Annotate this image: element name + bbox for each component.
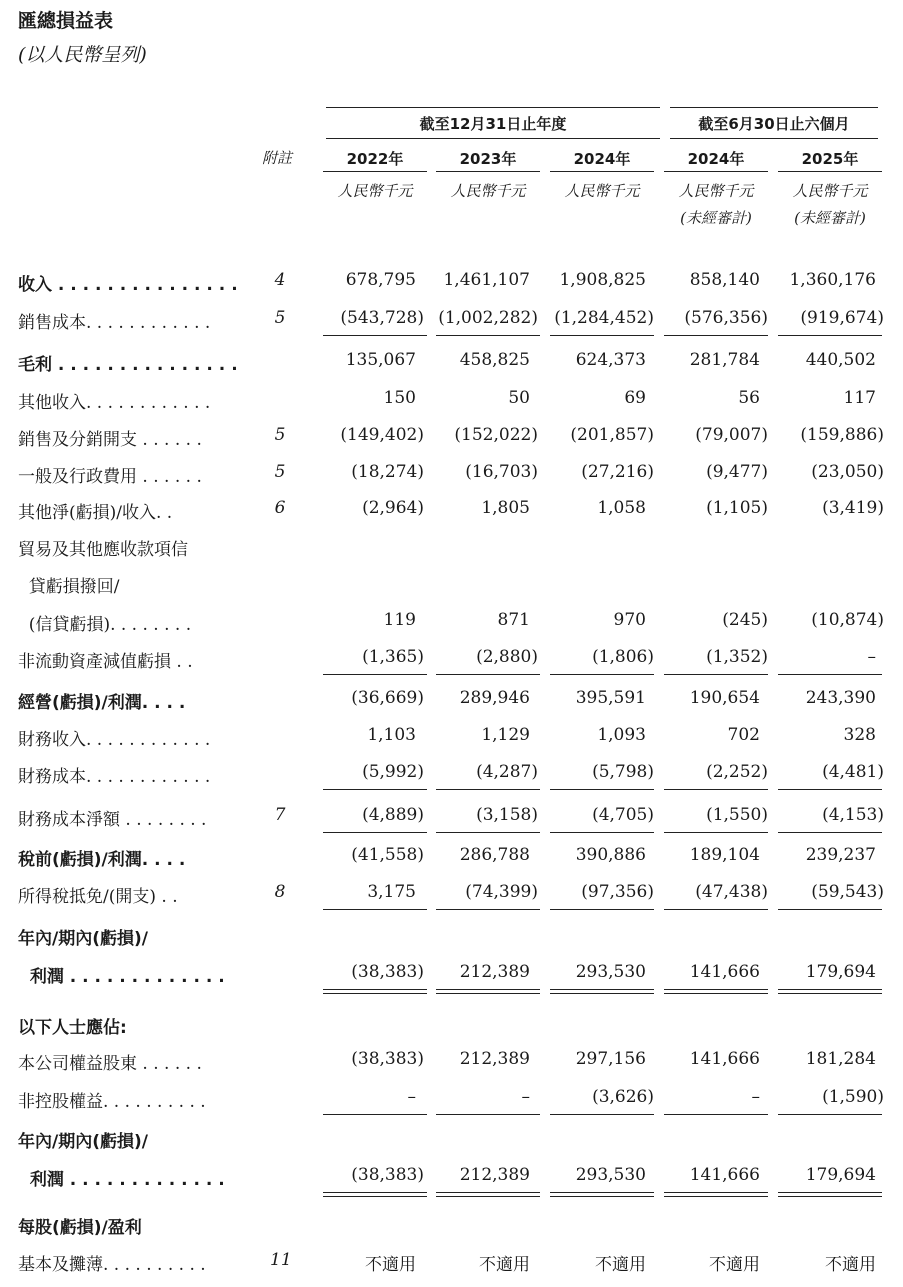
row-label: 年內/期內(虧損)/ xyxy=(18,1132,148,1152)
row-value-col-4: 179,694 xyxy=(805,962,876,982)
row-value-col-2: (97,356) xyxy=(581,882,654,902)
row-value-col-1: – xyxy=(521,1087,530,1107)
row-label: 非控股權益. . . . . . . . . . xyxy=(18,1092,206,1112)
row-value-col-4: 179,694 xyxy=(805,1165,876,1185)
row-value-col-1: 不適用 xyxy=(479,1255,530,1275)
row-value-col-1: 212,389 xyxy=(459,1049,530,1069)
total-double-rule xyxy=(323,989,427,994)
row-label: 稅前(虧損)/利潤. . . . xyxy=(18,850,186,870)
column-unit-2: 人民幣千元 xyxy=(564,182,640,200)
total-double-rule xyxy=(664,1192,768,1197)
row-value-col-1: 50 xyxy=(508,388,530,408)
statement-row xyxy=(0,688,903,718)
row-value-col-0: (543,728) xyxy=(340,308,424,328)
row-note: 6 xyxy=(274,498,286,518)
statement-subtitle: (以人民幣呈列) xyxy=(18,44,147,66)
subtotal-rule xyxy=(323,832,427,833)
row-value-col-0: 678,795 xyxy=(345,270,416,290)
column-year-0: 2022年 xyxy=(346,150,404,168)
row-value-col-2: (201,857) xyxy=(570,425,654,445)
row-label: 其他收入. . . . . . . . . . . . xyxy=(18,393,211,413)
subtotal-rule xyxy=(778,335,882,336)
row-value-col-2: 390,886 xyxy=(575,845,646,865)
column-year-rule xyxy=(436,171,540,172)
column-year-rule xyxy=(550,171,654,172)
row-value-col-3: (79,007) xyxy=(695,425,768,445)
total-double-rule xyxy=(664,989,768,994)
row-value-col-4: 不適用 xyxy=(825,1255,876,1275)
column-year-4: 2025年 xyxy=(801,150,859,168)
statement-row xyxy=(0,882,903,912)
subtotal-rule xyxy=(778,789,882,790)
statement-row xyxy=(0,1049,903,1079)
total-double-rule xyxy=(778,1192,882,1197)
statement-row xyxy=(0,762,903,792)
statement-row xyxy=(0,572,903,602)
column-year-1: 2023年 xyxy=(459,150,517,168)
row-value-col-3: (1,105) xyxy=(706,498,768,518)
statement-row xyxy=(0,1127,903,1157)
row-value-col-3: 281,784 xyxy=(689,350,760,370)
subtotal-rule xyxy=(550,832,654,833)
row-value-col-0: 3,175 xyxy=(367,882,416,902)
row-value-col-3: 702 xyxy=(727,725,760,745)
row-value-col-0: (149,402) xyxy=(340,425,424,445)
row-value-col-3: (1,352) xyxy=(706,647,768,667)
row-value-col-2: (1,284,452) xyxy=(554,308,654,328)
row-value-col-0: 不適用 xyxy=(365,1255,416,1275)
row-value-col-4: (59,543) xyxy=(811,882,884,902)
row-value-col-3: 141,666 xyxy=(689,962,760,982)
subtotal-rule xyxy=(436,909,540,910)
column-year-rule xyxy=(323,171,427,172)
subtotal-rule xyxy=(550,335,654,336)
row-value-col-4: 239,237 xyxy=(805,845,876,865)
statement-row xyxy=(0,535,903,565)
row-value-col-3: (576,356) xyxy=(684,308,768,328)
row-value-col-0: (38,383) xyxy=(351,962,424,982)
subtotal-rule xyxy=(664,832,768,833)
row-note: 7 xyxy=(274,805,286,825)
row-value-col-4: 1,360,176 xyxy=(789,270,876,290)
row-value-col-0: (36,669) xyxy=(351,688,424,708)
row-value-col-3: (2,252) xyxy=(706,762,768,782)
column-year-2: 2024年 xyxy=(573,150,631,168)
row-value-col-0: (4,889) xyxy=(362,805,424,825)
row-value-col-1: (3,158) xyxy=(476,805,538,825)
row-label: 毛利 . . . . . . . . . . . . . . . xyxy=(18,355,238,375)
subtotal-rule xyxy=(550,674,654,675)
row-value-col-3: 56 xyxy=(738,388,760,408)
column-year-rule xyxy=(664,171,768,172)
row-label: 以下人士應佔: xyxy=(18,1018,127,1038)
row-label: 基本及攤薄. . . . . . . . . . xyxy=(18,1255,206,1275)
subtotal-rule xyxy=(778,909,882,910)
row-value-col-0: – xyxy=(407,1087,416,1107)
column-unit-0: 人民幣千元 xyxy=(337,182,413,200)
statement-row xyxy=(0,805,903,835)
row-value-col-3: (47,438) xyxy=(695,882,768,902)
statement-row xyxy=(0,725,903,755)
row-value-col-2: 970 xyxy=(613,610,646,630)
total-double-rule xyxy=(778,989,882,994)
subtotal-rule xyxy=(323,909,427,910)
statement-row xyxy=(0,1013,903,1043)
row-value-col-2: 1,908,825 xyxy=(559,270,646,290)
header-rule-annual-bottom xyxy=(326,138,660,139)
statement-row xyxy=(0,1250,903,1280)
subtotal-rule xyxy=(550,789,654,790)
statement-row xyxy=(0,270,903,300)
row-value-col-4: (159,886) xyxy=(800,425,884,445)
row-label: 利潤 . . . . . . . . . . . . . xyxy=(18,1170,225,1190)
statement-row xyxy=(0,610,903,640)
subtotal-rule xyxy=(664,335,768,336)
row-value-col-4: 181,284 xyxy=(805,1049,876,1069)
row-value-col-0: (41,558) xyxy=(351,845,424,865)
row-value-col-0: (2,964) xyxy=(362,498,424,518)
row-value-col-2: 297,156 xyxy=(575,1049,646,1069)
total-double-rule xyxy=(323,1192,427,1197)
statement-row xyxy=(0,1165,903,1195)
row-value-col-2: (4,705) xyxy=(592,805,654,825)
row-value-col-1: (16,703) xyxy=(465,462,538,482)
statement-row xyxy=(0,845,903,875)
subtotal-rule xyxy=(436,1114,540,1115)
subtotal-rule xyxy=(664,1114,768,1115)
row-value-col-2: 624,373 xyxy=(575,350,646,370)
row-value-col-0: 119 xyxy=(383,610,416,630)
subtotal-rule xyxy=(323,674,427,675)
column-unaudited-4: (未經審計) xyxy=(794,209,866,227)
row-label: 本公司權益股東 . . . . . . xyxy=(18,1054,202,1074)
row-value-col-2: 69 xyxy=(624,388,646,408)
row-value-col-4: (919,674) xyxy=(800,308,884,328)
row-label: (信貸虧損). . . . . . . . xyxy=(18,615,192,635)
row-note: 5 xyxy=(274,462,286,482)
row-value-col-2: 293,530 xyxy=(575,1165,646,1185)
row-value-col-4: (23,050) xyxy=(811,462,884,482)
row-value-col-4: – xyxy=(867,647,876,667)
row-value-col-3: 141,666 xyxy=(689,1165,760,1185)
row-value-col-1: 1,461,107 xyxy=(443,270,530,290)
row-value-col-0: 150 xyxy=(383,388,416,408)
total-double-rule xyxy=(550,1192,654,1197)
row-value-col-4: 328 xyxy=(843,725,876,745)
statement-row xyxy=(0,425,903,455)
statement-row xyxy=(0,647,903,677)
row-value-col-3: (245) xyxy=(722,610,768,630)
header-rule-interim-bottom xyxy=(670,138,878,139)
subtotal-rule xyxy=(664,674,768,675)
statement-row xyxy=(0,350,903,380)
row-label: 利潤 . . . . . . . . . . . . . xyxy=(18,967,225,987)
column-unit-3: 人民幣千元 xyxy=(678,182,754,200)
total-double-rule xyxy=(436,989,540,994)
column-unaudited-3: (未經審計) xyxy=(680,209,752,227)
subtotal-rule xyxy=(550,909,654,910)
note-column-header: 附註 xyxy=(262,149,293,167)
row-value-col-0: (1,365) xyxy=(362,647,424,667)
row-value-col-1: 1,805 xyxy=(481,498,530,518)
row-label: 非流動資產減值虧損 . . xyxy=(18,652,193,672)
row-value-col-2: 不適用 xyxy=(595,1255,646,1275)
row-value-col-3: 不適用 xyxy=(709,1255,760,1275)
row-value-col-3: – xyxy=(751,1087,760,1107)
row-value-col-2: 1,093 xyxy=(597,725,646,745)
row-value-col-3: 141,666 xyxy=(689,1049,760,1069)
header-group-annual: 截至12月31日止年度 xyxy=(419,115,567,133)
row-note: 8 xyxy=(274,882,286,902)
row-value-col-1: (4,287) xyxy=(476,762,538,782)
row-value-col-1: 871 xyxy=(497,610,530,630)
header-group-interim: 截至6月30日止六個月 xyxy=(698,115,850,133)
row-value-col-3: 189,104 xyxy=(689,845,760,865)
row-note: 5 xyxy=(274,308,286,328)
subtotal-rule xyxy=(778,1114,882,1115)
row-label: 一般及行政費用 . . . . . . xyxy=(18,467,202,487)
row-value-col-4: 243,390 xyxy=(805,688,876,708)
row-label: 銷售成本. . . . . . . . . . . . xyxy=(18,313,211,333)
statement-row xyxy=(0,1087,903,1117)
row-value-col-2: (5,798) xyxy=(592,762,654,782)
row-value-col-1: (74,399) xyxy=(465,882,538,902)
row-value-col-0: 1,103 xyxy=(367,725,416,745)
statement-title: 匯總損益表 xyxy=(18,10,114,32)
row-value-col-3: (9,477) xyxy=(706,462,768,482)
subtotal-rule xyxy=(436,674,540,675)
statement-row xyxy=(0,498,903,528)
row-value-col-2: (1,806) xyxy=(592,647,654,667)
statement-row xyxy=(0,388,903,418)
row-label: 貿易及其他應收款項信 xyxy=(18,540,188,560)
column-year-3: 2024年 xyxy=(687,150,745,168)
row-value-col-0: (5,992) xyxy=(362,762,424,782)
row-value-col-1: (152,022) xyxy=(454,425,538,445)
row-value-col-1: 286,788 xyxy=(459,845,530,865)
total-double-rule xyxy=(550,989,654,994)
row-label: 貸虧損撥回/ xyxy=(18,577,120,597)
row-label: 收入 . . . . . . . . . . . . . . . xyxy=(18,275,238,295)
subtotal-rule xyxy=(664,789,768,790)
row-value-col-2: 293,530 xyxy=(575,962,646,982)
row-label: 財務成本淨額 . . . . . . . . xyxy=(18,810,207,830)
statement-row xyxy=(0,1213,903,1243)
row-value-col-2: (27,216) xyxy=(581,462,654,482)
row-value-col-3: 858,140 xyxy=(689,270,760,290)
subtotal-rule xyxy=(436,335,540,336)
row-value-col-4: (4,481) xyxy=(822,762,884,782)
row-value-col-1: (2,880) xyxy=(476,647,538,667)
row-label: 其他淨(虧損)/收入. . xyxy=(18,503,173,523)
header-rule-interim xyxy=(670,107,878,108)
row-label: 每股(虧損)/盈利 xyxy=(18,1218,142,1238)
row-value-col-4: 440,502 xyxy=(805,350,876,370)
subtotal-rule xyxy=(436,832,540,833)
row-value-col-0: (18,274) xyxy=(351,462,424,482)
row-value-col-0: (38,383) xyxy=(351,1049,424,1069)
row-value-col-0: 135,067 xyxy=(345,350,416,370)
subtotal-rule xyxy=(436,789,540,790)
row-value-col-1: 212,389 xyxy=(459,1165,530,1185)
row-label: 所得稅抵免/(開支) . . xyxy=(18,887,178,907)
column-unit-1: 人民幣千元 xyxy=(450,182,526,200)
row-value-col-2: 395,591 xyxy=(575,688,646,708)
row-note: 11 xyxy=(270,1250,292,1270)
subtotal-rule xyxy=(323,1114,427,1115)
subtotal-rule xyxy=(323,335,427,336)
column-year-rule xyxy=(778,171,882,172)
row-value-col-1: (1,002,282) xyxy=(438,308,538,328)
row-value-col-4: (4,153) xyxy=(822,805,884,825)
subtotal-rule xyxy=(778,832,882,833)
subtotal-rule xyxy=(664,909,768,910)
header-rule-annual xyxy=(326,107,660,108)
row-note: 5 xyxy=(274,425,286,445)
row-value-col-1: 289,946 xyxy=(459,688,530,708)
row-value-col-4: (1,590) xyxy=(822,1087,884,1107)
row-value-col-3: (1,550) xyxy=(706,805,768,825)
subtotal-rule xyxy=(550,1114,654,1115)
row-label: 財務成本. . . . . . . . . . . . xyxy=(18,767,211,787)
row-value-col-0: (38,383) xyxy=(351,1165,424,1185)
row-value-col-1: 458,825 xyxy=(459,350,530,370)
subtotal-rule xyxy=(323,789,427,790)
statement-row xyxy=(0,462,903,492)
row-value-col-4: (10,874) xyxy=(811,610,884,630)
row-value-col-2: 1,058 xyxy=(597,498,646,518)
row-label: 經營(虧損)/利潤. . . . xyxy=(18,693,186,713)
row-value-col-4: 117 xyxy=(843,388,876,408)
subtotal-rule xyxy=(778,674,882,675)
row-value-col-1: 212,389 xyxy=(459,962,530,982)
row-value-col-3: 190,654 xyxy=(689,688,760,708)
row-label: 銷售及分銷開支 . . . . . . xyxy=(18,430,202,450)
row-value-col-1: 1,129 xyxy=(481,725,530,745)
row-label: 年內/期內(虧損)/ xyxy=(18,929,148,949)
statement-row xyxy=(0,962,903,992)
column-unit-4: 人民幣千元 xyxy=(792,182,868,200)
row-value-col-2: (3,626) xyxy=(592,1087,654,1107)
statement-row xyxy=(0,924,903,954)
row-value-col-4: (3,419) xyxy=(822,498,884,518)
total-double-rule xyxy=(436,1192,540,1197)
row-label: 財務收入. . . . . . . . . . . . xyxy=(18,730,211,750)
row-note: 4 xyxy=(274,270,286,290)
statement-row xyxy=(0,308,903,338)
